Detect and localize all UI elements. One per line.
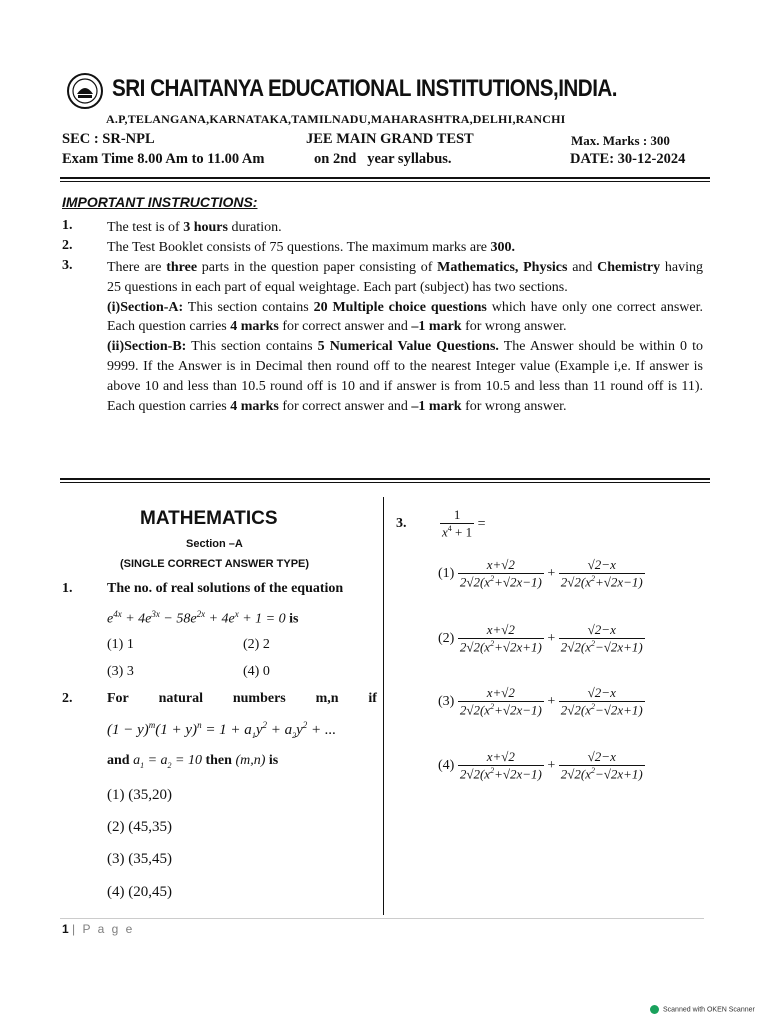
scanner-watermark: Scanned with OKEN Scanner <box>650 1005 755 1014</box>
page-footer: 1 | P a g e <box>62 922 135 936</box>
exam-date: DATE: 30-12-2024 <box>570 151 686 167</box>
header-rule-thin <box>60 181 710 182</box>
instruction-number: 2. <box>62 238 73 253</box>
question-number: 1. <box>62 581 73 596</box>
question-2-option-2[interactable]: (2) (45,35) <box>107 819 172 835</box>
question-3-option-1[interactable]: (1) $\frac{x+√2}{2√2(x^2+√2x-1)}$ + $\frac{√2-x}{2√2(x^2+√2x-1)}$ <box>438 557 643 590</box>
instructions-rule-thin <box>60 482 710 483</box>
header-rule <box>60 177 710 179</box>
question-3-option-2[interactable]: (2) $\frac{x+√2}{2√2(x^2+√2x+1)}$ + $\frac{√2-x}{2√2(x^2-√2x+1)}$ <box>438 622 643 655</box>
question-2-option-1[interactable]: (1) (35,20) <box>107 787 172 803</box>
subject-heading: MATHEMATICS <box>140 508 278 529</box>
section-b-instruction: (ii)Section-B: This section contains 5 Numerical Value Questions. The Answer should be within 0 to 9999. If the Answer is in Decimal then round off to the nearest Integer value (Example i,e. If answer is above 10 and less than 10.5 round off is 10 and if answer is from 10.5 and less than 11 round off is 11). Each question carries 4 marks for correct answer and –1 mark for wrong answer. <box>107 339 703 414</box>
section-code: SEC : SR-NPL <box>62 131 155 147</box>
footer-rule <box>60 918 704 919</box>
institution-logo-icon <box>66 72 104 110</box>
instruction-2: The Test Booklet consists of 75 questions. The maximum marks are 300. <box>107 240 515 255</box>
instruction-1: The test is of 3 hours duration. <box>107 220 282 235</box>
question-1-equation: $e^{4x} + 4e^{3x} - 58e^{2x} + 4e^x + 1 = 0$ is <box>107 609 299 627</box>
question-2-expansion: $(1 - y)^m(1 + y)^n = 1 + a_1y^2 + a_2y^2$ + ... <box>107 720 337 740</box>
question-1-option-2[interactable]: (2) 2 <box>243 637 270 652</box>
question-3-expression: $\frac{1}{x^4 + 1}$ = <box>442 507 486 540</box>
question-number: 3. <box>396 516 407 531</box>
instruction-3: There are three parts in the question paper consisting of Mathematics, Physics and Chemistry having 25 questions in each part of equal weightage. Each part (subject) has two sections. (i)Section-A: This section contains 20 Multiple choice questions which have only one correct answer. Each question carries 4 marks for correct answer and –1 mark for wrong answer. (ii)Section-B: This section contains 5 Numerical Value Questions. The Answer should be within 0 to 9999. If the Answer is in Decimal then round off to the nearest Integer value (Example i,e. If answer is above 10 and less than 10.5 round off is 10 and if answer is from 10.5 and less than 11 round off is 11). Each question carries 4 marks for correct answer and –1 mark for wrong answer. <box>107 258 703 416</box>
question-2-option-3[interactable]: (3) (35,45) <box>107 851 172 867</box>
scanner-logo-icon <box>650 1005 659 1014</box>
question-3-option-3[interactable]: (3) $\frac{x+√2}{2√2(x^2+√2x-1)}$ + $\frac{√2-x}{2√2(x^2-√2x+1)}$ <box>438 685 643 718</box>
question-3-option-4[interactable]: (4) $\frac{x+√2}{2√2(x^2+√2x-1)}$ + $\frac{√2-x}{2√2(x^2-√2x+1)}$ <box>438 749 643 782</box>
column-divider <box>383 497 384 915</box>
instructions-rule <box>60 478 710 480</box>
test-name: JEE MAIN GRAND TEST <box>306 131 474 147</box>
answer-type: (SINGLE CORRECT ANSWER TYPE) <box>120 558 310 570</box>
institution-title: SRI CHAITANYA EDUCATIONAL INSTITUTIONS,INDIA. <box>112 75 618 102</box>
exam-time: Exam Time 8.00 Am to 11.00 Am <box>62 151 265 167</box>
question-1-text: The no. of real solutions of the equation <box>107 581 344 596</box>
question-1-option-1[interactable]: (1) 1 <box>107 637 134 652</box>
question-2-text: For natural numbers m,n if <box>107 691 377 706</box>
question-2-option-4[interactable]: (4) (20,45) <box>107 884 172 900</box>
question-number: 2. <box>62 691 73 706</box>
question-2-condition: and $a_1 = a_2 = 10$ then (m,n) is <box>107 753 279 770</box>
syllabus-note: on 2nd year syllabus. <box>314 151 452 167</box>
question-1-option-3[interactable]: (3) 3 <box>107 664 134 679</box>
states-line: A.P,TELANGANA,KARNATAKA,TAMILNADU,MAHARASHTRA,DELHI,RANCHI <box>106 112 566 126</box>
instructions-heading: IMPORTANT INSTRUCTIONS: <box>62 194 258 210</box>
question-1-option-4[interactable]: (4) 0 <box>243 664 270 679</box>
instruction-number: 3. <box>62 258 73 273</box>
section-name: Section –A <box>186 538 243 550</box>
instruction-number: 1. <box>62 218 73 233</box>
max-marks: Max. Marks : 300 <box>571 133 670 148</box>
section-a-instruction: (i)Section-A: This section contains 20 Multiple choice questions which have only one correct answer. Each question carries 4 marks for correct answer and –1 mark for wrong answer. <box>107 299 703 335</box>
